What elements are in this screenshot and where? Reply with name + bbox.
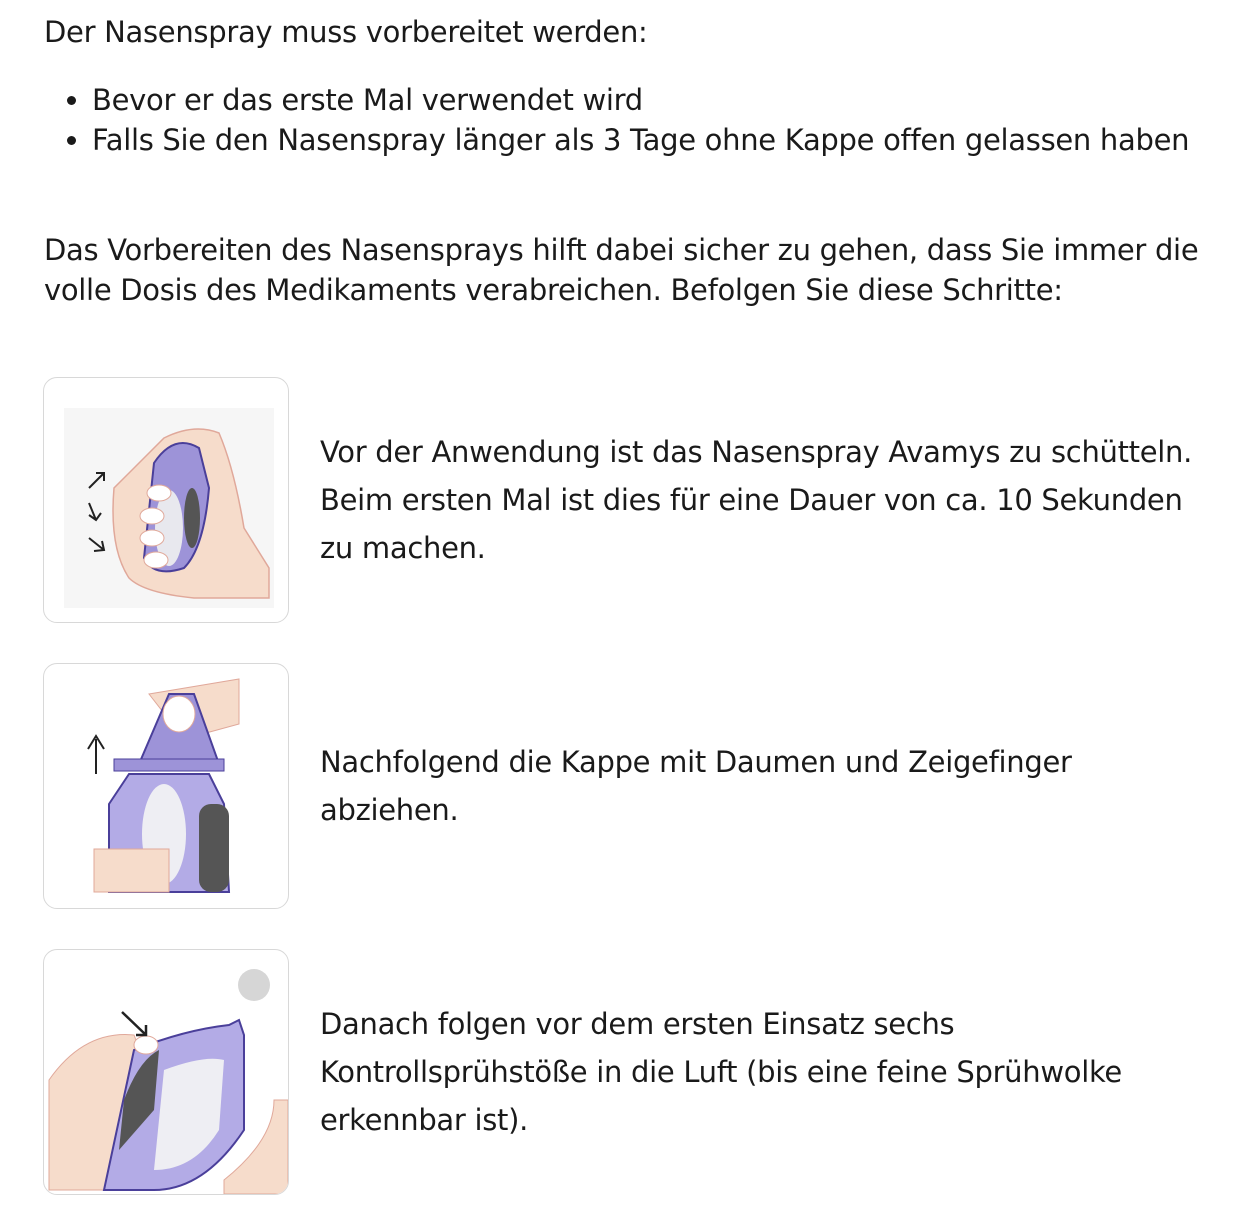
explanation-paragraph: Das Vorbereiten des Nasensprays hilft dabei sicher zu gehen, dass Sie immer die volle Dosis des Medikaments verabreichen. Befolgen Sie diese Schritte: xyxy=(44,233,1199,307)
step-1-text: Vor der Anwendung ist das Nasenspray Avamys zu schütteln. Beim ersten Mal ist dies für eine Dauer von ca. 10 Sekunden zu machen. xyxy=(320,435,1193,565)
step-3-text: Danach folgen vor dem ersten Einsatz sechs Kontrollsprühstöße in die Luft (bis eine feine Sprühwolke erkennbar ist). xyxy=(320,1007,1122,1137)
step-2-text: Nachfolgend die Kappe mit Daumen und Zeigefinger abziehen. xyxy=(320,745,1072,827)
intro-text: Der Nasenspray muss vorbereitet werden: xyxy=(44,15,648,49)
list-item: • Falls Sie den Nasenspray länger als 3 Tage ohne Kappe offen gelassen haben xyxy=(92,120,1192,160)
remove-cap-illustration xyxy=(43,663,289,909)
test-spray-illustration xyxy=(43,949,289,1195)
conditions-list xyxy=(56,80,1192,160)
list-item: • Bevor er das erste Mal verwendet wird xyxy=(92,80,1192,120)
shake-spray-illustration xyxy=(43,377,289,623)
